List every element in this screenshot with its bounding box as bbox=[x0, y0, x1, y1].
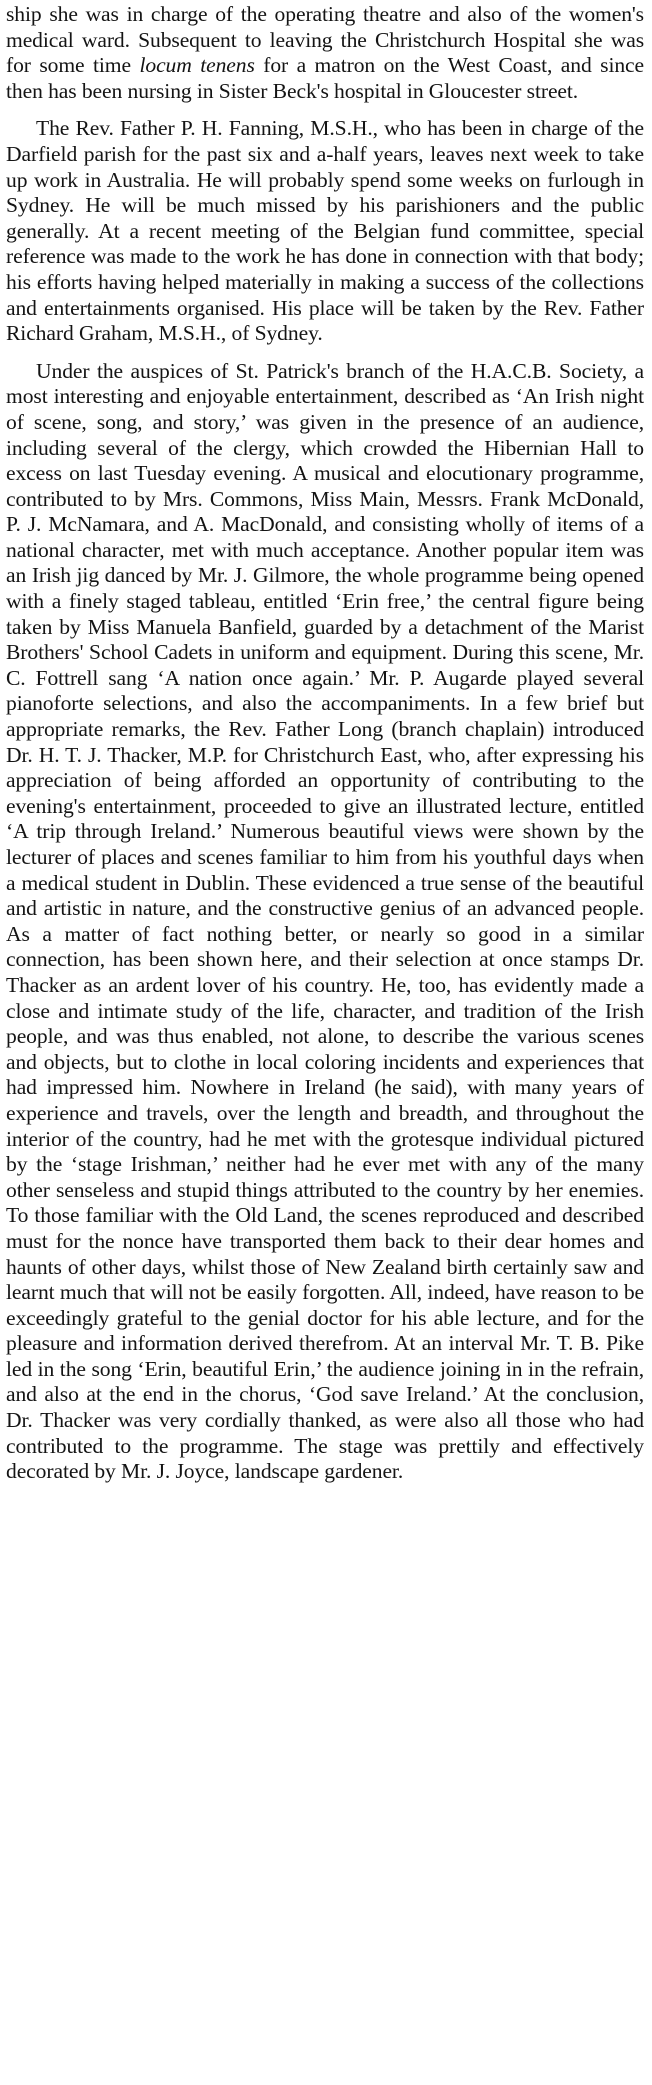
paragraph-nursing-career bbox=[6, 2, 644, 104]
nursing-career-italic-locum-tenens: locum tenens bbox=[139, 53, 255, 78]
father-fanning-text: The Rev. Father P. H. Fanning, M.S.H., who has been in charge of the Darfield parish for the past six and a-half years, leaves next week to take up work in Australia. He will probably spend some weeks on furlough in Sydney. He will be much missed by his parishioners and the public generally. At a recent meeting of the Belgian fund committee, special reference was made to the work he has done in connection with that body; his efforts having helped materially in making a success of the collections and entertainments organised. His place will be taken by the Rev. Father Richard Graham, M.S.H., of Sydney. bbox=[6, 116, 644, 346]
hacb-entertainment-text: Under the auspices of St. Patrick's branch of the H.A.C.B. Society, a most interesting and enjoyable entertainment, described as ‘An Irish night of scene, song, and story,’ was given in the presence of an audience, including several of the clergy, which crowded the Hibernian Hall to excess on last Tuesday evening. A musical and elocutionary programme, contributed to by Mrs. Commons, Miss Main, Messrs. Frank McDonald, P. J. McNamara, and A. MacDonald, and consisting wholly of items of a national character, met with much acceptance. Another popular item was an Irish jig danced by Mr. J. Gilmore, the whole programme being opened with a finely staged tableau, entitled ‘Erin free,’ the central figure being taken by Miss Manuela Banfield, guarded by a detachment of the Marist Brothers' School Cadets in uniform and equipment. During this scene, Mr. C. Fottrell sang ‘A nation once again.’ Mr. P. Augarde played several pianoforte selections, and also the accompaniments. In a few brief but appropriate remarks, the Rev. Father Long (branch chaplain) introduced Dr. H. T. J. Thacker, M.P. for Christchurch East, who, after expressing his appreciation of being afforded an opportunity of contributing to the evening's entertainment, proceeded to give an illustrated lecture, entitled ‘A trip through Ireland.’ Numerous beautiful views were shown by the lecturer of places and scenes familiar to him from his youthful days when a medical student in Dublin. These evidenced a true sense of the beautiful and artistic in nature, and the constructive genius of an advanced people. As a matter of fact nothing better, or nearly so good in a similar connection, has been shown here, and their selection at once stamps Dr. Thacker as an ardent lover of his country. He, too, has evidently made a close and intimate study of the life, character, and tradition of the Irish people, and was thus enabled, not alone, to describe the various scenes and objects, but to clothe in local coloring incidents and experiences that had impressed him. Nowhere in Ireland (he said), with many years of experience and travels, over the length and breadth, and throughout the interior of the country, had he met with the grotesque individual pictured by the ‘stage Irishman,’ neither had he ever met with any of the many other senseless and stupid things attributed to the country by her enemies. To those familiar with the Old Land, the scenes reproduced and described must for the nonce have transported them back to their dear homes and haunts of other days, whilst those of New Zealand birth certainly saw and learnt much that will not be easily forgotten. All, indeed, have reason to be exceedingly grateful to the genial doctor for his able lecture, and for the pleasure and information derived therefrom. At an interval Mr. T. B. Pike led in the song ‘Erin, beautiful Erin,’ the audience joining in in the refrain, and also at the end in the chorus, ‘God save Ireland.’ At the conclusion, Dr. Thacker was very cordially thanked, as were also all those who had contributed to the programme. The stage was prettily and effectively decorated by Mr. J. Joyce, landscape gardener. bbox=[6, 358, 644, 1484]
paragraph-father-fanning bbox=[6, 116, 644, 346]
nursing-career-text-part-2: for a matron on the West Coast, and since then has been nursing in Sister Beck's hospital in Gloucester street. bbox=[6, 53, 645, 103]
article-column bbox=[6, 0, 644, 1485]
paragraph-hacb-entertainment bbox=[6, 359, 644, 1485]
nursing-career-text-part-1: ship she was in charge of the operating theatre and also of the women's medical ward. Subsequent to leaving the Christchurch Hospital she was for some time bbox=[6, 2, 644, 78]
